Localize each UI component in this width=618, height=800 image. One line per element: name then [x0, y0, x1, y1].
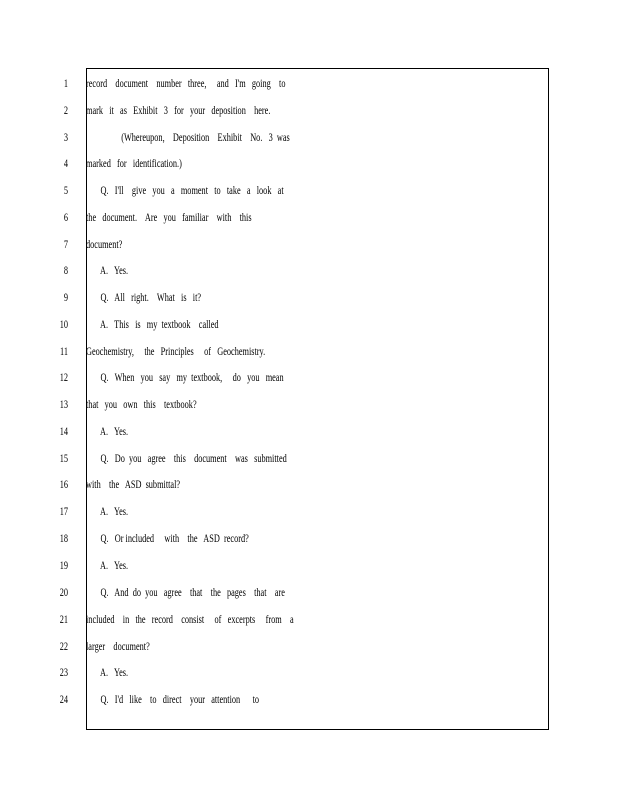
line-text: A. Yes.: [86, 506, 129, 518]
transcript-line: [0, 285, 618, 312]
transcript-line: [0, 151, 618, 178]
line-number: 20: [59, 587, 68, 599]
line-text: A. Yes.: [86, 265, 129, 277]
transcript-line: [0, 125, 618, 152]
transcript-line: [0, 687, 618, 714]
line-number: 11: [60, 346, 68, 358]
line-number: 3: [63, 132, 68, 144]
line-text: Q. When you say my textbook, do you mean: [86, 372, 284, 384]
line-number: 24: [59, 694, 68, 706]
line-text: Q. And do you agree that the pages that are: [86, 587, 285, 599]
transcript-line: [0, 312, 618, 339]
transcript-line: [0, 499, 618, 526]
transcript-line: [0, 258, 618, 285]
transcript-line: [0, 205, 618, 232]
line-text: Geochemistry, the Principles of Geochemistry.: [86, 346, 266, 358]
transcript-line: [0, 392, 618, 419]
transcript-line: [0, 419, 618, 446]
line-number: 16: [59, 479, 68, 491]
line-number: 5: [63, 185, 68, 197]
line-number: 6: [63, 212, 68, 224]
line-number: 2: [63, 105, 68, 117]
line-number: 14: [59, 426, 68, 438]
line-number: 4: [63, 158, 68, 170]
line-text: larger document?: [86, 641, 150, 653]
line-number: 9: [63, 292, 68, 304]
line-text: marked for identification.): [86, 158, 182, 170]
line-text: Q. All right. What is it?: [86, 292, 202, 304]
line-text: the document. Are you familiar with this: [86, 212, 252, 224]
line-number: 17: [59, 506, 68, 518]
transcript-line: [0, 634, 618, 661]
line-number: 1: [63, 78, 68, 90]
line-number: 22: [59, 641, 68, 653]
line-number: 13: [59, 399, 68, 411]
line-number: 8: [63, 265, 68, 277]
transcript-line: [0, 607, 618, 634]
transcript-line: [0, 98, 618, 125]
line-number: 23: [59, 667, 68, 679]
transcript-line: [0, 472, 618, 499]
line-text: included in the record consist of excerpts from a: [86, 614, 294, 626]
line-number: 21: [59, 614, 68, 626]
transcript-line: [0, 553, 618, 580]
line-text: Q. Do you agree this document was submitted: [86, 453, 287, 465]
line-text: that you own this textbook?: [86, 399, 197, 411]
line-number: 12: [59, 372, 68, 384]
line-text: record document number three, and I'm going to: [86, 78, 286, 90]
line-text: document?: [86, 239, 123, 251]
transcript-line: [0, 660, 618, 687]
transcript-line: [0, 339, 618, 366]
transcript-line: [0, 580, 618, 607]
line-text: Q. Or included with the ASD record?: [86, 533, 249, 545]
transcript-line: [0, 526, 618, 553]
line-text: A. This is my textbook called: [86, 319, 219, 331]
line-text: Q. I'll give you a moment to take a look at: [86, 185, 284, 197]
line-text: A. Yes.: [86, 560, 129, 572]
transcript-line: [0, 365, 618, 392]
line-text: (Whereupon, Deposition Exhibit No. 3 was: [86, 132, 290, 144]
transcript-line: [0, 446, 618, 473]
transcript-line: [0, 232, 618, 259]
transcript-line: [0, 71, 618, 98]
line-text: mark it as Exhibit 3 for your deposition here.: [86, 105, 271, 117]
line-text: with the ASD submittal?: [86, 479, 181, 491]
line-number: 7: [63, 239, 68, 251]
line-text: Q. I'd like to direct your attention to: [86, 694, 260, 706]
line-text: A. Yes.: [86, 667, 129, 679]
line-number: 10: [59, 319, 68, 331]
line-number: 18: [59, 533, 68, 545]
transcript-line: [0, 178, 618, 205]
line-number: 15: [59, 453, 68, 465]
line-text: A. Yes.: [86, 426, 129, 438]
line-number: 19: [59, 560, 68, 572]
